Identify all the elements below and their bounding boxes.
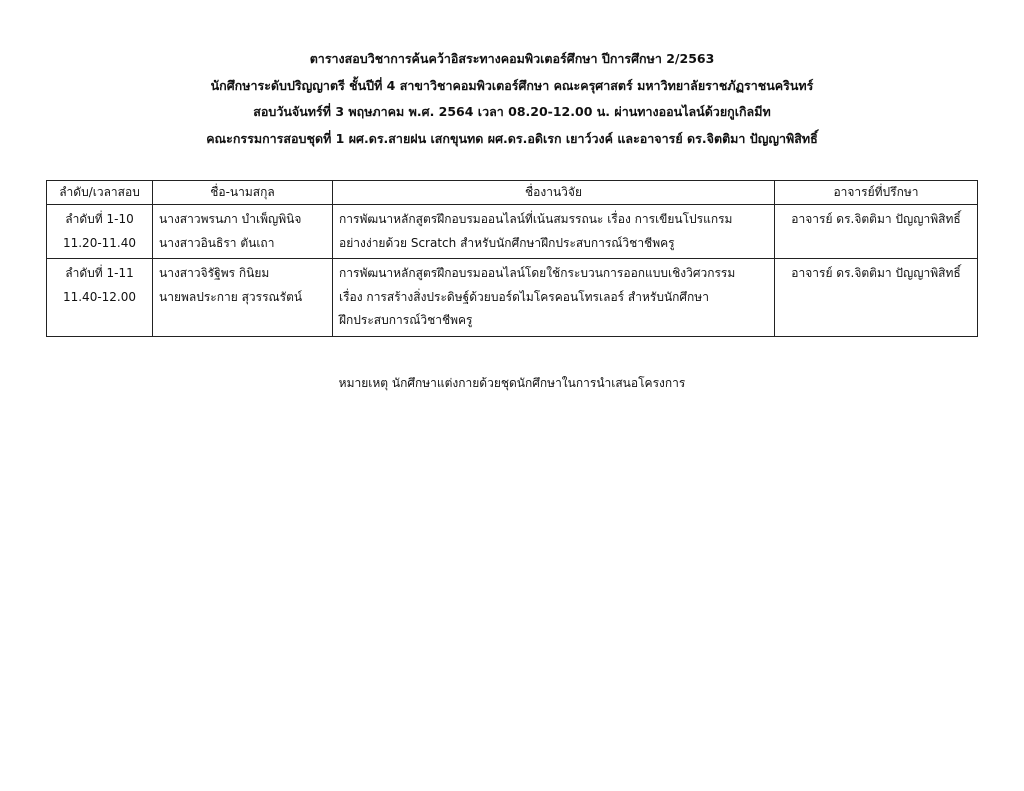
- name-cell: [153, 205, 333, 259]
- header-title: ตารางสอบวิชาการค้นคว้าอิสระทางคอมพิวเตอร์ศึกษา ปีการศึกษา 2/2563: [309, 51, 715, 66]
- slot-order: ลำดับที่ 1-11: [65, 266, 134, 280]
- column-header-title: ชื่องานวิจัย: [333, 181, 775, 205]
- research-title-line: อย่างง่ายด้วย Scratch สำหรับนักศึกษาฝึกประสบการณ์วิชาชีพครู: [339, 235, 675, 250]
- slot-cell: [47, 259, 153, 337]
- header-committee: คณะกรรมการสอบชุดที่ 1 ผศ.ดร.สายฝน เสกขุนทด ผศ.ดร.อดิเรก เยาว์วงค์ และอาจารย์ ดร.จิตติมา ปัญญาพิสิทธิ์: [206, 130, 818, 146]
- advisor-cell: [775, 259, 978, 337]
- table-header-row: [47, 181, 978, 205]
- column-header-advisor: อาจารย์ที่ปรึกษา: [775, 181, 978, 205]
- slot-order: ลำดับที่ 1-10: [65, 212, 134, 226]
- research-title-line: เรื่อง การสร้างสิ่งประดิษฐ์ด้วยบอร์ดไมโครคอนโทรเลอร์ สำหรับนักศึกษา: [339, 289, 709, 304]
- name-cell: [153, 259, 333, 337]
- slot-cell: [47, 205, 153, 259]
- student-name: นายพลประกาย สุวรรณรัตน์: [159, 289, 303, 304]
- student-name: นางสาวพรนภา บำเพ็ญพินิจ: [159, 212, 302, 226]
- advisor-cell: [775, 205, 978, 259]
- remark-note: หมายเหตุ นักศึกษาแต่งกายด้วยชุดนักศึกษาในการนำเสนอโครงการ: [338, 376, 686, 390]
- advisor-name: อาจารย์ ดร.จิตติมา ปัญญาพิสิทธิ์: [791, 266, 961, 280]
- slot-time: 11.40-12.00: [62, 289, 137, 304]
- research-title-line: การพัฒนาหลักสูตรฝึกอบรมออนไลน์โดยใช้กระบวนการออกแบบเชิงวิศวกรรม: [339, 266, 736, 280]
- column-header-name: ชื่อ-นามสกุล: [153, 181, 333, 205]
- student-name: นางสาวอินธิรา ตันเถา: [159, 235, 275, 250]
- table-row: [47, 205, 978, 259]
- header-student-level: นักศึกษาระดับปริญญาตรี ชั้นปีที่ 4 สาขาวิชาคอมพิวเตอร์ศึกษา คณะครุศาสตร์ มหาวิทยาลัยราชภัฏราชนครินทร์: [210, 77, 814, 93]
- table-row: [47, 259, 978, 337]
- student-name: นางสาวจิรัฐิพร กินิยม: [159, 266, 270, 280]
- exam-schedule-table: [46, 180, 978, 337]
- research-title-cell: [333, 259, 775, 337]
- slot-time: 11.20-11.40: [62, 235, 137, 250]
- research-title-line: การพัฒนาหลักสูตรฝึกอบรมออนไลน์ที่เน้นสมรรถนะ เรื่อง การเขียนโปรแกรม: [339, 212, 733, 226]
- header-exam-date: สอบวันจันทร์ที่ 3 พฤษภาคม พ.ศ. 2564 เวลา 08.20-12.00 น. ผ่านทางออนไลน์ด้วยกูเกิลมีท: [253, 104, 771, 119]
- advisor-name: อาจารย์ ดร.จิตติมา ปัญญาพิสิทธิ์: [791, 212, 961, 226]
- column-header-slot: ลำดับ/เวลาสอบ: [47, 181, 153, 205]
- research-title-line: ฝึกประสบการณ์วิชาชีพครู: [339, 313, 473, 327]
- research-title-cell: [333, 205, 775, 259]
- document-header: [0, 46, 1024, 152]
